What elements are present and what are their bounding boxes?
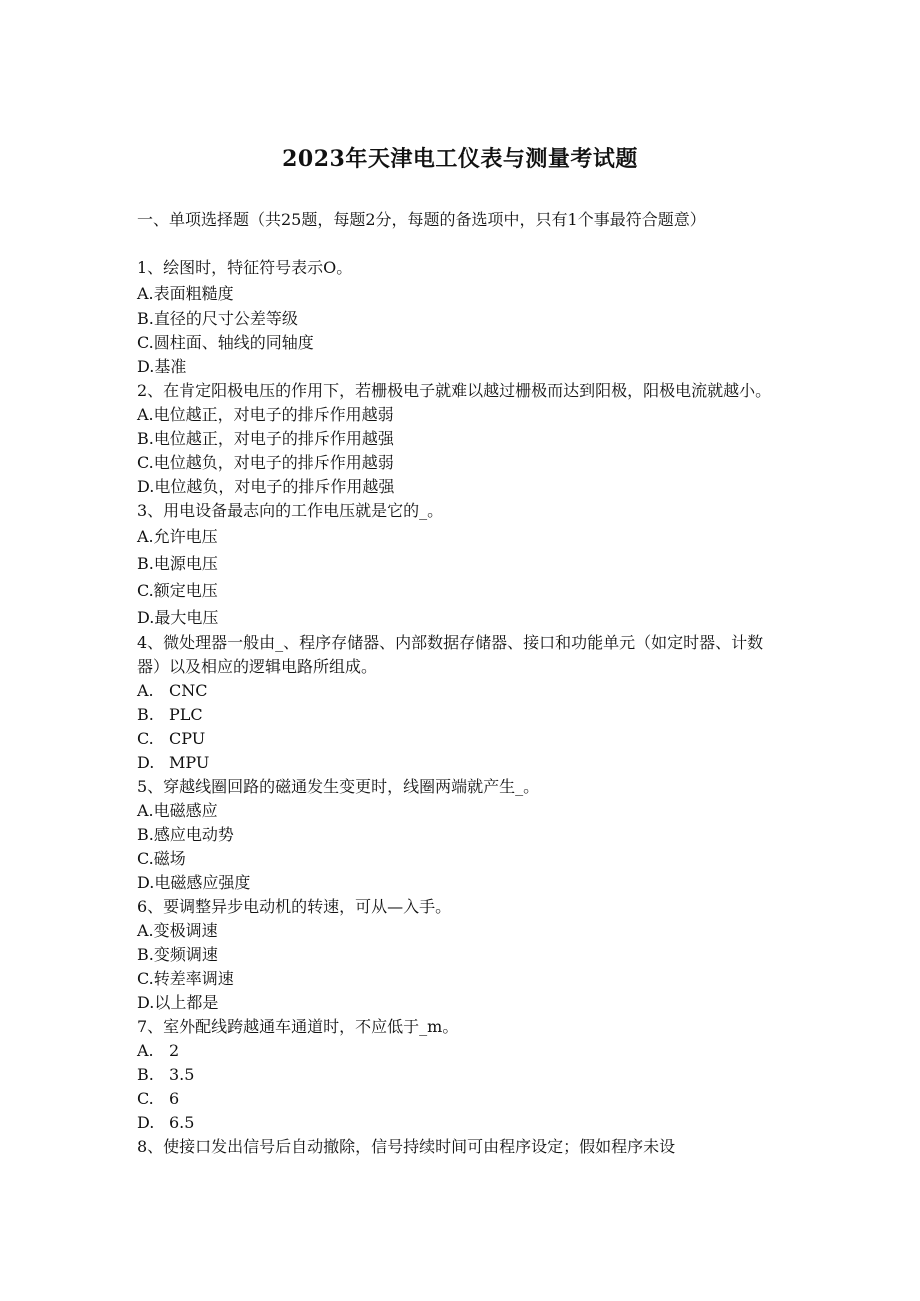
option-letter: C. [137,729,154,748]
option-letter: D. [137,753,155,772]
question-4 [137,631,787,775]
option-value: 6.5 [169,1113,195,1132]
question-3 [137,499,787,631]
option-value: CPU [169,729,206,748]
option-letter: A. [137,681,154,700]
option-letter: B. [137,705,154,724]
question-8 [137,1135,787,1159]
option-d [137,1111,787,1135]
option-d: D.基准 [137,357,187,376]
option-value: 6 [169,1089,180,1108]
option-d: D.电磁感应强度 [137,873,251,892]
option-d: D.电位越负，对电子的排斥作用越强 [137,477,395,496]
option-a: A.允许电压 [137,527,218,546]
option-letter: D. [137,1113,155,1132]
question-2 [137,379,787,499]
question-stem: 7、室外配线跨越通车通道时，不应低于_m。 [137,1017,459,1036]
option-d: D.最大电压 [137,608,219,627]
question-1 [137,256,787,379]
option-c: C.转差率调速 [137,969,234,988]
option-b [137,1063,787,1087]
option-b [137,703,787,727]
option-c: C.磁场 [137,849,186,868]
option-b: B.感应电动势 [137,825,234,844]
option-c: C.电位越负，对电子的排斥作用越弱 [137,453,394,472]
question-6 [137,895,787,1015]
option-a: A.电磁感应 [137,801,218,820]
option-a: A.表面粗糙度 [137,284,234,303]
option-a [137,679,787,703]
question-stem: 2、在肯定阳极电压的作用下，若栅极电子就难以越过栅极而达到阳极，阳极电流就越小。 [137,381,772,400]
option-value: CNC [169,681,208,700]
option-d [137,751,787,775]
option-c: C.额定电压 [137,581,218,600]
document-body [137,208,787,1159]
document-title: 2023年天津电工仪表与测量考试题 [282,146,638,172]
option-value: 2 [169,1041,180,1060]
option-c [137,1087,787,1111]
question-stem: 4、微处理器一般由_、程序存储器、内部数据存储器、接口和功能单元（如定时器、计数器）以及相应的逻辑电路所组成。 [137,633,764,676]
section-heading: 一、单项选择题（共25题，每题2分，每题的备选项中，只有1个事最符合题意） [137,210,706,229]
option-value: PLC [169,705,203,724]
option-letter: B. [137,1065,154,1084]
option-a: A.变极调速 [137,921,218,940]
option-a [137,1039,787,1063]
question-7 [137,1015,787,1135]
option-letter: C. [137,1089,154,1108]
question-stem: 5、穿越线圈回路的磁通发生变更时，线圈两端就产生_。 [137,777,540,796]
option-b: B.电源电压 [137,554,218,573]
option-c: C.圆柱面、轴线的同轴度 [137,333,314,352]
question-5 [137,775,787,895]
question-stem: 1、绘图时，特征符号表示O。 [137,258,353,277]
option-value: 3.5 [169,1065,195,1084]
option-b: B.电位越正，对电子的排斥作用越强 [137,429,394,448]
option-a: A.电位越正，对电子的排斥作用越弱 [137,405,394,424]
option-b: B.变频调速 [137,945,218,964]
option-b: B.直径的尺寸公差等级 [137,309,298,328]
question-stem: 6、要调整异步电动机的转速，可从—入手。 [137,897,452,916]
option-letter: A. [137,1041,154,1060]
option-c [137,727,787,751]
question-stem: 8、使接口发出信号后自动撤除，信号持续时间可由程序设定；假如程序未设 [137,1137,676,1156]
option-d: D.以上都是 [137,993,219,1012]
question-stem: 3、用电设备最志向的工作电压就是它的_。 [137,501,444,520]
option-value: MPU [169,753,210,772]
